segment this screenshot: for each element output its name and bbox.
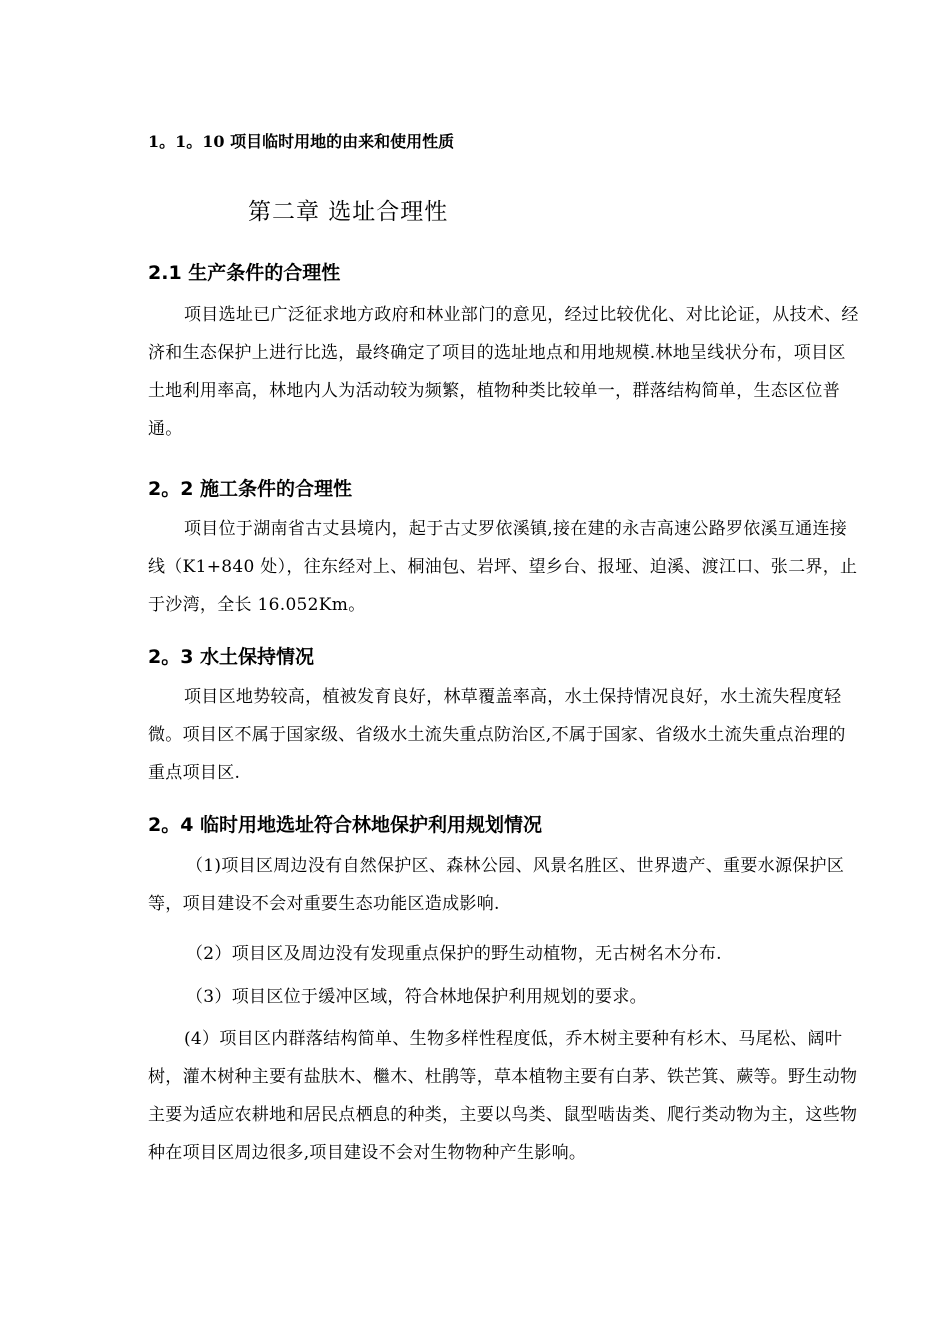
section-2-1-paragraph: 项目选址已广泛征求地方政府和林业部门的意见，经过比较优化、对比论证，从技术、经济和生态保护上进行比选，最终确定了项目的选址地点和用地规模.林地呈线状分布，项目区土地利用率高，林地内人为活动较为频繁，植物种类比较单一，群落结构简单，生态区位普通。 — [148, 305, 859, 439]
section-2-4-paragraph-2: （2）项目区及周边没有发现重点保护的野生动植物，无古树名木分布. — [186, 944, 722, 964]
section-heading-2-2: 2。2 施工条件的合理性 — [148, 478, 353, 500]
section-heading-2-4: 2。4 临时用地选址符合林地保护利用规划情况 — [148, 814, 543, 836]
section-heading-2-3: 2。3 水土保持情况 — [148, 646, 315, 668]
subsection-title: 1。1。10 项目临时用地的由来和使用性质 — [148, 132, 455, 151]
section-2-4-paragraph-3: （3）项目区位于缓冲区域，符合林地保护利用规划的要求。 — [186, 987, 647, 1007]
section-2-4-paragraph-1: （1)项目区周边没有自然保护区、森林公园、风景名胜区、世界遗产、重要水源保护区等，项目建设不会对重要生态功能区造成影响. — [148, 856, 845, 914]
chapter-title: 第二章 选址合理性 — [248, 199, 449, 225]
section-2-2-paragraph: 项目位于湖南省古丈县境内，起于古丈罗依溪镇,接在建的永吉高速公路罗依溪互通连接线（K1+840 处），往东经对上、桐油包、岩坪、望乡台、报垭、迫溪、渡江口、张二界，止于沙湾，全长 16.052Km。 — [148, 519, 858, 615]
section-2-4-paragraph-4: (4）项目区内群落结构简单、生物多样性程度低，乔木树主要种有杉木、马尾松、阔叶树，灌木树种主要有盐肤木、檵木、杜鹃等，草本植物主要有白茅、铁芒箕、蕨等。野生动物主要为适应农耕地和居民点栖息的种类，主要以鸟类、鼠型啮齿类、爬行类动物为主，这些物种在项目区周边很多,项目建设不会对生物物种产生影响。 — [148, 1029, 858, 1163]
section-2-3-paragraph: 项目区地势较高，植被发育良好，林草覆盖率高，水土保持情况良好，水土流失程度轻微。项目区不属于国家级、省级水土流失重点防治区,不属于国家、省级水土流失重点治理的重点项目区. — [148, 687, 846, 783]
section-heading-2-1: 2.1 生产条件的合理性 — [148, 262, 341, 284]
